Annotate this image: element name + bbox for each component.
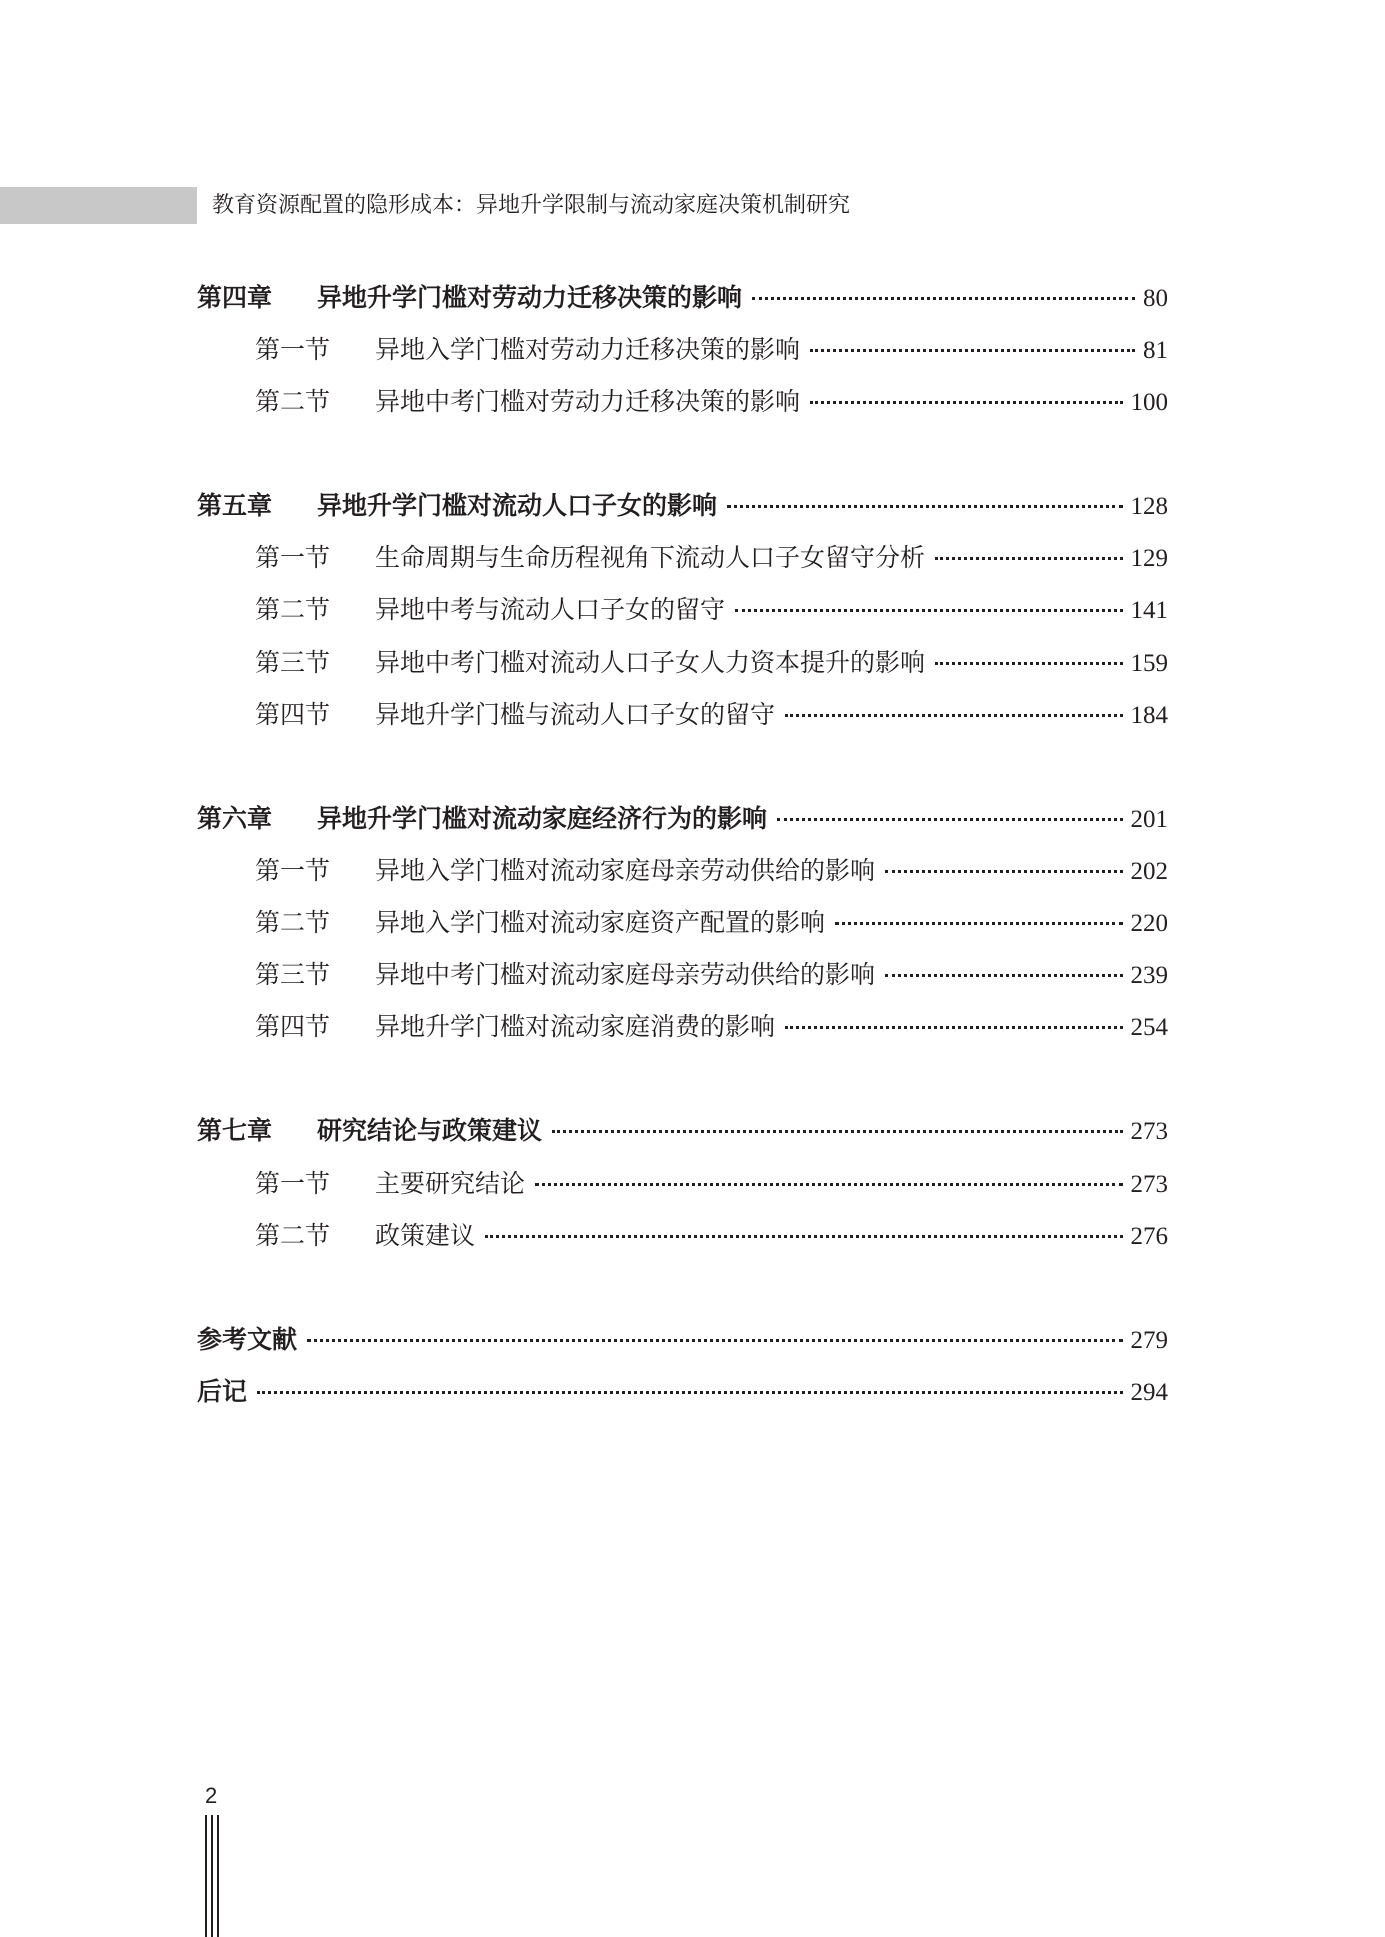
toc-leader-dots [810,349,1135,352]
toc-page-number: 220 [1130,910,1168,937]
toc-entry-title: 异地升学门槛对流动家庭经济行为的影响 [317,804,768,833]
toc-section-entry[interactable] [255,695,1168,735]
toc-entry-number: 第一节 [255,543,331,572]
toc-page-number: 184 [1130,702,1168,729]
toc-entry-title: 异地入学门槛对劳动力迁移决策的影响 [375,335,801,364]
toc-section-entry[interactable] [255,590,1168,630]
toc-section-entry[interactable] [255,851,1168,891]
toc-leader-dots [785,714,1122,717]
toc-page-number: 100 [1130,389,1168,416]
toc-page-number: 273 [1130,1118,1168,1145]
footer-rule-line [205,1815,207,1937]
toc-leader-dots [935,662,1122,665]
toc-page-number: 239 [1130,962,1168,989]
toc-section-entry[interactable] [255,955,1168,995]
toc-leader-dots [552,1130,1122,1133]
toc-entry-title: 后记 [197,1377,248,1406]
toc-page-number: 273 [1130,1171,1168,1198]
toc-section-entry[interactable] [255,1216,1168,1256]
toc-section-entry[interactable] [255,1007,1168,1047]
toc-page-number: 201 [1130,806,1168,833]
toc-page-number: 279 [1130,1327,1168,1354]
toc-entry-number: 第五章 [197,491,273,520]
toc-entry-title: 异地中考门槛对流动家庭母亲劳动供给的影响 [375,960,876,989]
toc-entry-number: 第三节 [255,960,331,989]
toc-page-number: 294 [1130,1379,1168,1406]
toc-page-number: 81 [1143,337,1168,364]
footer-rule-line [211,1815,213,1937]
toc-entry-number: 第四章 [197,283,273,312]
toc-chapter-entry[interactable] [197,799,1168,839]
toc-page-number: 202 [1130,858,1168,885]
toc-entry-number: 第二节 [255,387,331,416]
toc-section-entry[interactable] [255,382,1168,422]
toc-leader-dots [885,870,1122,873]
toc-leader-dots [752,297,1135,300]
toc-entry-title: 异地中考与流动人口子女的留守 [375,595,726,624]
toc-leader-dots [535,1183,1122,1186]
toc-entry-title: 参考文献 [197,1325,298,1354]
toc-page-number: 129 [1130,545,1168,572]
toc-page-number: 254 [1130,1014,1168,1041]
toc-page-number: 80 [1143,285,1168,312]
toc-section-entry[interactable] [255,903,1168,943]
footer-rule-line [217,1815,219,1937]
toc-entry-title: 政策建议 [375,1221,476,1250]
toc-entry-number: 第二节 [255,1221,331,1250]
toc-entry-number: 第六章 [197,804,273,833]
toc-entry-title: 异地升学门槛对劳动力迁移决策的影响 [317,283,743,312]
toc-section-entry[interactable] [255,643,1168,683]
toc-leader-dots [935,557,1122,560]
toc-entry-title: 异地升学门槛对流动家庭消费的影响 [375,1012,776,1041]
toc-page-number: 276 [1130,1223,1168,1250]
toc-leader-dots [785,1026,1122,1029]
toc-entry-number: 第七章 [197,1116,273,1145]
toc-leader-dots [485,1235,1122,1238]
toc-entry-title: 生命周期与生命历程视角下流动人口子女留守分析 [375,543,926,572]
toc-entry-title: 异地升学门槛对流动人口子女的影响 [317,491,718,520]
toc-chapter-entry[interactable] [197,1111,1168,1151]
toc-leader-dots [885,974,1122,977]
toc-entry-number: 第三节 [255,648,331,677]
toc-leader-dots [727,505,1122,508]
toc-entry-title: 异地中考门槛对劳动力迁移决策的影响 [375,387,801,416]
toc-entry-number: 第二节 [255,908,331,937]
toc-entry-title: 异地中考门槛对流动人口子女人力资本提升的影响 [375,648,926,677]
toc-entry-title: 研究结论与政策建议 [317,1116,543,1145]
toc-entry-number: 第一节 [255,856,331,885]
toc-leader-dots [810,401,1122,404]
running-header-title: 教育资源配置的隐形成本：异地升学限制与流动家庭决策机制研究 [212,193,851,218]
toc-chapter-entry[interactable] [197,278,1168,318]
toc-section-entry[interactable] [255,330,1168,370]
toc-leader-dots [307,1339,1122,1342]
toc-page-number: 128 [1130,493,1168,520]
toc-leader-dots [835,922,1122,925]
toc-page-number: 159 [1130,650,1168,677]
header-gray-bar [0,187,197,224]
toc-entry-number: 第二节 [255,595,331,624]
toc-leader-dots [257,1391,1122,1394]
toc-section-entry[interactable] [255,538,1168,578]
toc-section-entry[interactable] [255,1164,1168,1204]
toc-entry-title: 异地入学门槛对流动家庭母亲劳动供给的影响 [375,856,876,885]
toc-leader-dots [777,818,1122,821]
toc-leader-dots [735,609,1122,612]
toc-entry-number: 第一节 [255,335,331,364]
toc-entry-title: 主要研究结论 [375,1169,526,1198]
toc-chapter-entry[interactable] [197,1320,1168,1360]
toc-chapter-entry[interactable] [197,1372,1168,1412]
toc-entry-number: 第一节 [255,1169,331,1198]
toc-entry-title: 异地入学门槛对流动家庭资产配置的影响 [375,908,826,937]
page-number: 2 [205,1783,218,1808]
toc-entry-number: 第四节 [255,1012,331,1041]
toc-entry-number: 第四节 [255,700,331,729]
toc-chapter-entry[interactable] [197,486,1168,526]
toc-page-number: 141 [1130,597,1168,624]
toc-entry-title: 异地升学门槛与流动人口子女的留守 [375,700,776,729]
